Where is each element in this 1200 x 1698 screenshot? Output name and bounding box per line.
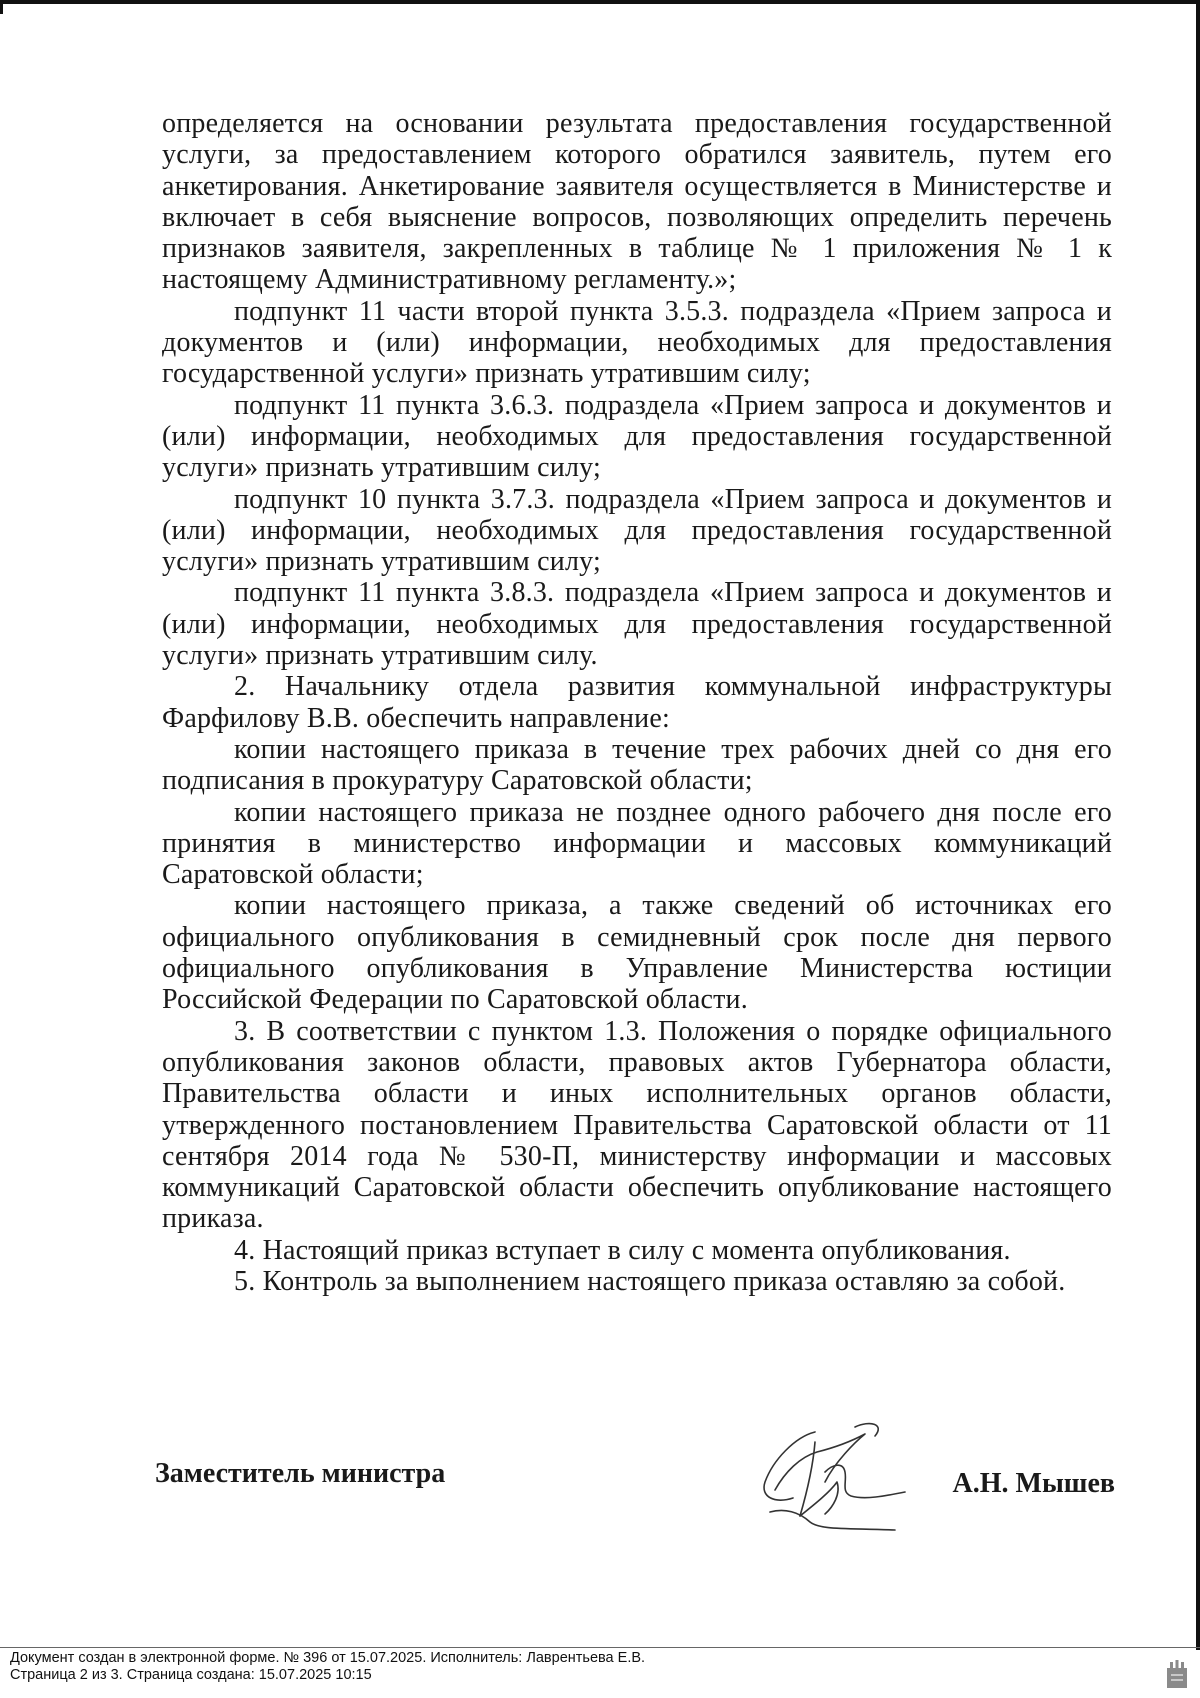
signature-block (155, 1440, 1115, 1560)
signatory-name: А.Н. Мышев (952, 1468, 1115, 1499)
signatory-position: Заместитель министра (155, 1458, 446, 1489)
paragraph-subitem-3-5-3: подпункт 11 части второй пункта 3.5.3. подраздела «Прием запроса и документов и (или) информации, необходимых для предоставления государственной услуги» признать утратившим силу; (162, 295, 1112, 390)
paragraph-item-3: 3. В соответствии с пунктом 1.3. Положения о порядке официального опубликования законов области, правовых актов Губернатора области, Правительства области и иных исполнительных органов области, утвержденного постановлением Правительства Саратовской области от 11 сентября 2014 года № 530-П, министерству информации и массовых коммуникаций Саратовской области обеспечить опубликование настоящего приказа. (162, 1015, 1112, 1235)
document-footer (10, 1650, 1130, 1684)
footer-divider (0, 1647, 1200, 1648)
paragraph-item-2: 2. Начальнику отдела развития коммунальной инфраструктуры Фарфилову В.В. обеспечить направление: (162, 671, 1112, 734)
paragraph-item-2-ministry: копии настоящего приказа не позднее одного рабочего дня после его принятия в министерство информации и массовых коммуникаций Саратовской области; (162, 796, 1112, 891)
document-body (162, 108, 1112, 1297)
page-border-top (0, 0, 1200, 4)
paragraph-item-5: 5. Контроль за выполнением настоящего приказа оставляю за собой. (234, 1265, 1066, 1297)
paragraph-subitem-3-8-3: подпункт 11 пункта 3.8.3. подраздела «Прием запроса и документов и (или) информации, необходимых для предоставления государственной услуги» признать утратившим силу. (162, 577, 1112, 672)
footer-line-page-info: Страница 2 из 3. Страница создана: 15.07.2025 10:15 (10, 1667, 372, 1683)
paragraph-continuation: определяется на основании результата предоставления государственной услуги, за предоставлением которого обратился заявитель, путем его анкетирования. Анкетирование заявителя осуществляется в Министерстве и включает в себя выяснение вопросов, позволяющих определить перечень признаков заявителя, закрепленных в таблице № 1 приложения № 1 к настоящему Административному регламенту.»; (162, 108, 1112, 296)
paragraph-item-2-prosecutor: копии настоящего приказа в течение трех рабочих дней со дня его подписания в прокуратуру Саратовской области; (162, 733, 1112, 797)
handwritten-signature (755, 1412, 925, 1532)
paragraph-subitem-3-6-3: подпункт 11 пункта 3.6.3. подраздела «Прием запроса и документов и (или) информации, необходимых для предоставления государственной услуги» признать утратившим силу; (162, 389, 1112, 484)
paragraph-item-4: 4. Настоящий приказ вступает в силу с момента опубликования. (234, 1234, 1011, 1266)
page-border-right (1196, 0, 1200, 1650)
paragraph-subitem-3-7-3: подпункт 10 пункта 3.7.3. подраздела «Прием запроса и документов и (или) информации, необходимых для предоставления государственной услуги» признать утратившим силу; (162, 483, 1112, 578)
document-stamp-icon (1165, 1658, 1189, 1690)
page-border-corner (0, 0, 3, 14)
paragraph-item-2-justice: копии настоящего приказа, а также сведений об источниках его официального опубликования в семидневный срок после дня первого официального опубликования в Управление Министерства юстиции Российской Федерации по Саратовской области. (162, 890, 1112, 1016)
footer-line-document-info: Документ создан в электронной форме. № 396 от 15.07.2025. Исполнитель: Лаврентьева Е.В. (10, 1650, 646, 1666)
